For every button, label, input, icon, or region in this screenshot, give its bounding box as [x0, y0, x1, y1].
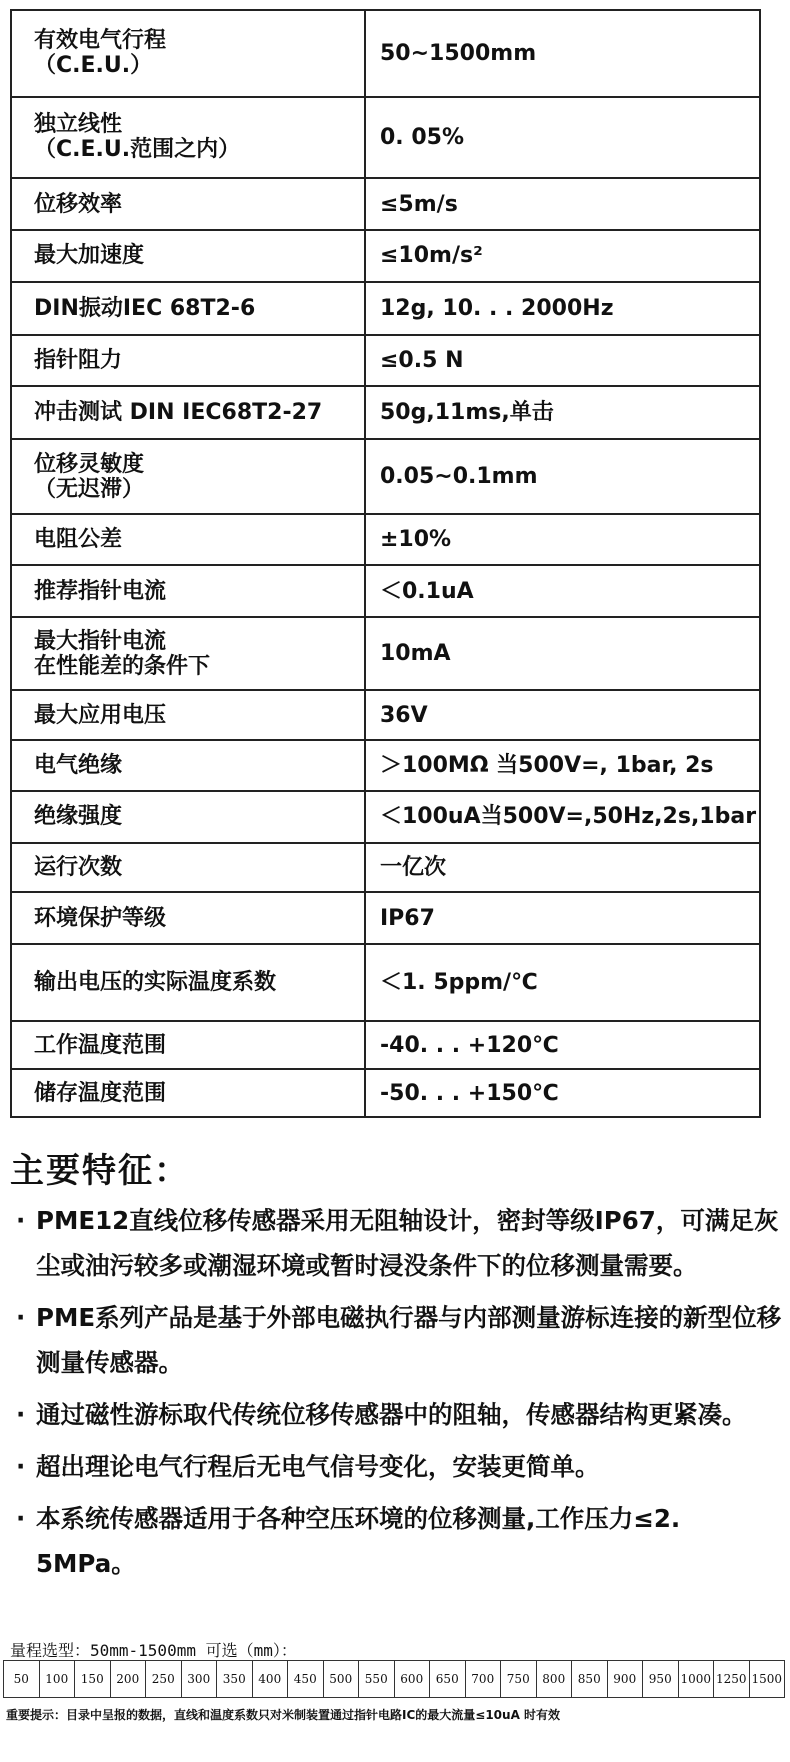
- range-cell: 700: [465, 1661, 501, 1698]
- spec-row: [11, 439, 760, 515]
- spec-value: 0. 05%: [365, 97, 760, 178]
- spec-label: [11, 230, 365, 282]
- range-cell: 250: [146, 1661, 182, 1698]
- spec-row: [11, 944, 760, 1021]
- spec-label-line: 电阻公差: [34, 527, 123, 553]
- bullet-icon: ·: [16, 1206, 26, 1235]
- spec-label-line: 独立线性: [34, 112, 123, 138]
- spec-label: [11, 565, 365, 617]
- bullet-icon: ·: [16, 1504, 26, 1533]
- range-cell: 550: [359, 1661, 395, 1698]
- spec-row: [11, 740, 760, 791]
- features-list: [12, 1198, 782, 1593]
- spec-row: [11, 565, 760, 617]
- spec-label: [11, 178, 365, 230]
- range-cell: 450: [288, 1661, 324, 1698]
- spec-value: ＜0.1uA: [365, 565, 760, 617]
- spec-row: [11, 1069, 760, 1117]
- feature-item: [12, 1392, 782, 1437]
- spec-label-line: 运行次数: [34, 854, 123, 880]
- range-cell: 950: [643, 1661, 679, 1698]
- spec-label: [11, 740, 365, 791]
- spec-value: ≤5m/s: [365, 178, 760, 230]
- range-table: [3, 1660, 785, 1698]
- spec-label: [11, 97, 365, 178]
- feature-text: 超出理论电气行程后无电气信号变化，安装更简单。: [36, 1452, 600, 1481]
- spec-value: 一亿次: [365, 843, 760, 893]
- spec-label-line: 储存温度范围: [34, 1080, 167, 1106]
- spec-row: [11, 386, 760, 439]
- range-cell: 200: [110, 1661, 146, 1698]
- spec-label: [11, 386, 365, 439]
- spec-row: [11, 230, 760, 282]
- spec-value: 50g,11ms,单击: [365, 386, 760, 439]
- spec-label: [11, 282, 365, 335]
- spec-label-line: 位移效率: [34, 191, 123, 217]
- spec-value: ＜100uA当500V=,50Hz,2s,1bar: [365, 791, 760, 843]
- range-cell: 750: [501, 1661, 537, 1698]
- range-title: 量程选型：50mm-1500mm 可选（mm）：: [10, 1641, 297, 1660]
- spec-row: [11, 791, 760, 843]
- spec-label-line: 指针阻力: [34, 347, 123, 373]
- feature-text: 本系统传感器适用于各种空压环境的位移测量,工作压力≤2. 5MPa。: [36, 1504, 681, 1578]
- spec-label: [11, 843, 365, 893]
- spec-label-line: 在性能差的条件下: [34, 653, 211, 679]
- spec-value: -50. . . +150℃: [365, 1069, 760, 1117]
- spec-label: [11, 617, 365, 690]
- range-cell: 900: [607, 1661, 643, 1698]
- spec-label: [11, 1021, 365, 1070]
- spec-row: [11, 10, 760, 97]
- range-row: [4, 1661, 785, 1698]
- spec-value: ≤10m/s²: [365, 230, 760, 282]
- spec-value: ＞100MΩ 当500V=, 1bar, 2s: [365, 740, 760, 791]
- range-cell: 600: [394, 1661, 430, 1698]
- spec-value: 36V: [365, 690, 760, 740]
- range-cell: 1000: [678, 1661, 714, 1698]
- spec-label-line: 环境保护等级: [34, 905, 167, 931]
- spec-label: [11, 944, 365, 1021]
- spec-label: [11, 10, 365, 97]
- spec-value: 12g, 10. . . 2000Hz: [365, 282, 760, 335]
- bullet-icon: ·: [16, 1452, 26, 1481]
- range-cell: 650: [430, 1661, 466, 1698]
- spec-label-line: （C.E.U.）: [34, 53, 153, 79]
- spec-row: [11, 335, 760, 386]
- spec-label: [11, 791, 365, 843]
- spec-label-line: 输出电压的实际温度系数: [34, 970, 277, 996]
- spec-label-line: 冲击测试 DIN IEC68T2-27: [34, 399, 323, 425]
- spec-label: [11, 514, 365, 565]
- spec-label: [11, 335, 365, 386]
- spec-label-line: 工作温度范围: [34, 1032, 167, 1058]
- spec-row: [11, 514, 760, 565]
- spec-label-line: 位移灵敏度: [34, 451, 145, 477]
- spec-label: [11, 892, 365, 944]
- spec-table: [10, 9, 761, 1118]
- spec-label-line: 最大加速度: [34, 243, 145, 269]
- important-note: 重要提示：目录中呈报的数据，直线和温度系数只对米制装置通过指针电路IC的最大流量≤10uA 时有效: [6, 1708, 561, 1722]
- features-heading: 主要特征：: [10, 1151, 190, 1191]
- range-cell: 350: [217, 1661, 253, 1698]
- spec-value: ＜1. 5ppm/℃: [365, 944, 760, 1021]
- feature-text: PME12直线位移传感器采用无阻轴设计，密封等级IP67，可满足灰尘或油污较多或潮湿环境或暂时浸没条件下的位移测量需要。: [36, 1206, 779, 1280]
- spec-label: [11, 439, 365, 515]
- spec-value: IP67: [365, 892, 760, 944]
- range-cell: 50: [4, 1661, 40, 1698]
- spec-label-line: 推荐指针电流: [34, 578, 167, 604]
- spec-row: [11, 617, 760, 690]
- feature-item: [12, 1444, 782, 1489]
- spec-label-line: （无迟滞）: [34, 476, 145, 502]
- range-cell: 1500: [749, 1661, 785, 1698]
- bullet-icon: ·: [16, 1400, 26, 1429]
- spec-value: ±10%: [365, 514, 760, 565]
- range-cell: 150: [75, 1661, 111, 1698]
- spec-value: 0.05~0.1mm: [365, 439, 760, 515]
- range-cell: 300: [181, 1661, 217, 1698]
- range-cell: 800: [536, 1661, 572, 1698]
- feature-text: PME系列产品是基于外部电磁执行器与内部测量游标连接的新型位移测量传感器。: [36, 1303, 782, 1377]
- spec-value: 50~1500mm: [365, 10, 760, 97]
- spec-value: 10mA: [365, 617, 760, 690]
- feature-item: [12, 1496, 782, 1586]
- spec-value: -40. . . +120℃: [365, 1021, 760, 1070]
- spec-row: [11, 690, 760, 740]
- feature-text: 通过磁性游标取代传统位移传感器中的阻轴，传感器结构更紧凑。: [36, 1400, 747, 1429]
- spec-label-line: 绝缘强度: [34, 804, 123, 830]
- spec-row: [11, 97, 760, 178]
- spec-label: [11, 1069, 365, 1117]
- spec-label: [11, 690, 365, 740]
- feature-item: [12, 1198, 782, 1288]
- spec-label-line: 最大应用电压: [34, 702, 167, 728]
- range-cell: 850: [572, 1661, 608, 1698]
- spec-label-line: 最大指针电流: [34, 628, 167, 654]
- range-cell: 400: [252, 1661, 288, 1698]
- feature-item: [12, 1295, 782, 1385]
- spec-row: [11, 843, 760, 893]
- spec-label-line: 有效电气行程: [34, 28, 167, 54]
- range-cell: 100: [39, 1661, 75, 1698]
- spec-row: [11, 1021, 760, 1070]
- spec-label-line: DIN振动IEC 68T2-6: [34, 295, 256, 321]
- spec-row: [11, 178, 760, 230]
- spec-label-line: （C.E.U.范围之内）: [34, 137, 241, 163]
- range-cell: 500: [323, 1661, 359, 1698]
- spec-value: ≤0.5 N: [365, 335, 760, 386]
- spec-label-line: 电气绝缘: [34, 752, 123, 778]
- spec-row: [11, 892, 760, 944]
- spec-row: [11, 282, 760, 335]
- spec-table-body: [11, 10, 760, 1117]
- range-cell: 1250: [714, 1661, 750, 1698]
- bullet-icon: ·: [16, 1303, 26, 1332]
